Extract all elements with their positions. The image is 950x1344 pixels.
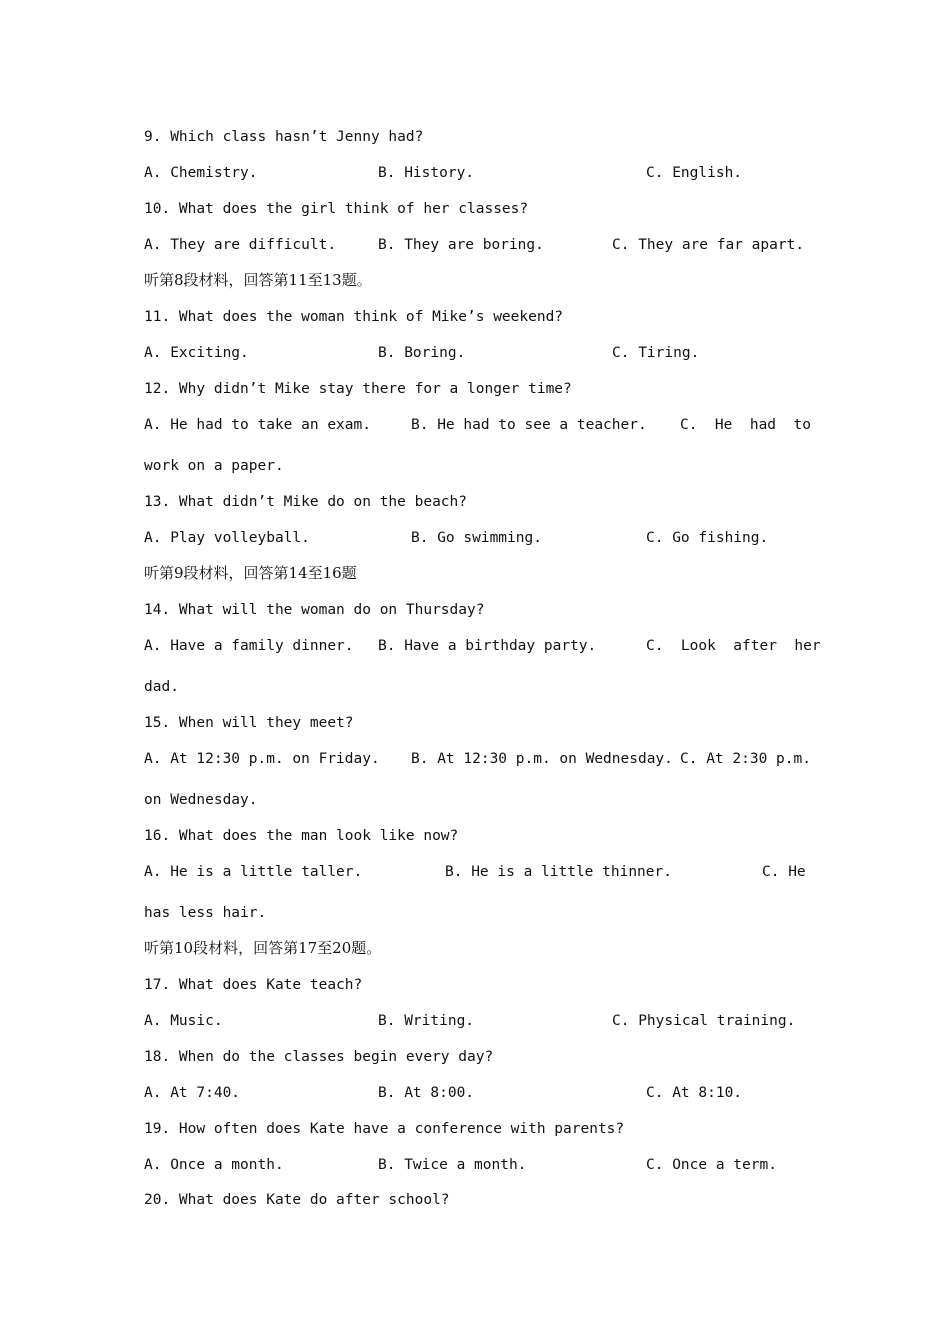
q14-option-c-continued: dad. bbox=[144, 679, 179, 695]
q14-option-b: B. Have a birthday party. bbox=[378, 638, 597, 654]
q10-option-c: C. They are far apart. bbox=[612, 237, 805, 253]
section-9-instruction: 听第9段材料，回答第14至16题 bbox=[144, 564, 357, 582]
question-11: 11. What does the woman think of Mike’s weekend? bbox=[144, 309, 564, 325]
q13-option-c: C. Go fishing. bbox=[646, 530, 769, 546]
q16-option-b: B. He is a little thinner. bbox=[445, 864, 672, 880]
q10-option-b: B. They are boring. bbox=[378, 237, 544, 253]
section-10-instruction: 听第10段材料，回答第17至20题。 bbox=[144, 939, 382, 957]
question-19: 19. How often does Kate have a conference with parents? bbox=[144, 1121, 625, 1137]
q18-option-a: A. At 7:40. bbox=[144, 1085, 241, 1101]
q19-option-a: A. Once a month. bbox=[144, 1157, 284, 1173]
q19-option-c: C. Once a term. bbox=[646, 1157, 777, 1173]
q16-option-a: A. He is a little taller. bbox=[144, 864, 363, 880]
q14-option-a: A. Have a family dinner. bbox=[144, 638, 354, 654]
q12-option-c: C. He had to bbox=[680, 417, 811, 433]
question-14: 14. What will the woman do on Thursday? bbox=[144, 602, 485, 618]
question-15: 15. When will they meet? bbox=[144, 715, 354, 731]
q14-option-c: C. Look after her bbox=[646, 638, 821, 654]
question-9: 9. Which class hasn’t Jenny had? bbox=[144, 129, 424, 145]
q16-option-c: C. He bbox=[762, 864, 806, 880]
q13-option-b: B. Go swimming. bbox=[411, 530, 542, 546]
question-17: 17. What does Kate teach? bbox=[144, 977, 363, 993]
question-13: 13. What didn’t Mike do on the beach? bbox=[144, 494, 468, 510]
q15-option-c-continued: on Wednesday. bbox=[144, 792, 258, 808]
q12-option-c-continued: work on a paper. bbox=[144, 458, 284, 474]
q11-option-b: B. Boring. bbox=[378, 345, 466, 361]
q11-option-c: C. Tiring. bbox=[612, 345, 700, 361]
q11-option-a: A. Exciting. bbox=[144, 345, 249, 361]
question-18: 18. When do the classes begin every day? bbox=[144, 1049, 494, 1065]
question-16: 16. What does the man look like now? bbox=[144, 828, 459, 844]
question-10: 10. What does the girl think of her classes? bbox=[144, 201, 529, 217]
q19-option-b: B. Twice a month. bbox=[378, 1157, 527, 1173]
q9-option-b: B. History. bbox=[378, 165, 475, 181]
q9-option-c: C. English. bbox=[646, 165, 743, 181]
q16-option-c-continued: has less hair. bbox=[144, 905, 267, 921]
q10-option-a: A. They are difficult. bbox=[144, 237, 337, 253]
question-20: 20. What does Kate do after school? bbox=[144, 1192, 450, 1208]
question-12: 12. Why didn’t Mike stay there for a longer time? bbox=[144, 381, 572, 397]
q12-option-b: B. He had to see a teacher. bbox=[411, 417, 647, 433]
q17-option-a: A. Music. bbox=[144, 1013, 223, 1029]
q18-option-b: B. At 8:00. bbox=[378, 1085, 475, 1101]
q15-option-a: A. At 12:30 p.m. on Friday. bbox=[144, 751, 380, 767]
q15-option-b: B. At 12:30 p.m. on Wednesday. bbox=[411, 751, 673, 767]
q13-option-a: A. Play volleyball. bbox=[144, 530, 310, 546]
q18-option-c: C. At 8:10. bbox=[646, 1085, 743, 1101]
q17-option-b: B. Writing. bbox=[378, 1013, 475, 1029]
q12-option-a: A. He had to take an exam. bbox=[144, 417, 371, 433]
section-8-instruction: 听第8段材料，回答第11至13题。 bbox=[144, 271, 372, 289]
q9-option-a: A. Chemistry. bbox=[144, 165, 258, 181]
q15-option-c: C. At 2:30 p.m. bbox=[680, 751, 811, 767]
q17-option-c: C. Physical training. bbox=[612, 1013, 796, 1029]
